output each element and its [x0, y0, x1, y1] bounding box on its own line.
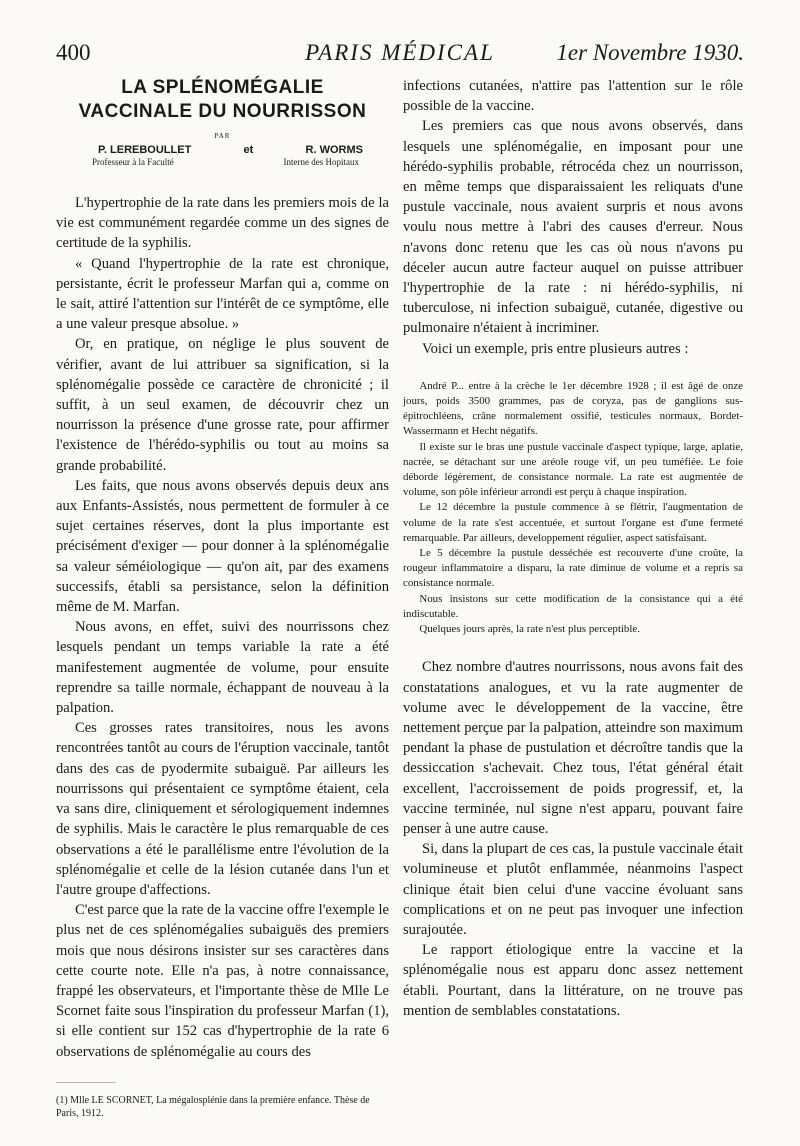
case-paragraph: Le 12 décembre la pustule commence à se flétrir, l'augmentation de volume de la rate s'est accentuée, et surtout l'organe est d'une fermeté remarquable. Par ailleurs, developpement régulier, aspect satisfaisant.: [403, 501, 743, 544]
title-line-1: LA SPLÉNOMÉGALIE: [121, 77, 324, 98]
title-line-2: VACCINALE DU NOURRISSON: [78, 101, 367, 122]
body-paragraph: Nous avons, en effet, suivi des nourrissons chez lesquels pendant un temps variable la rate a été manifestement augmentée de volume, pour ensuite reprendre sa taille normale, échappant de nouveau à la palpation.: [56, 619, 389, 717]
body-paragraph: Les premiers cas que nous avons observés, dans lesquels une splénomégalie, en imposant pour une hérédo-syphilis probable, rétrocéda chez un nourrisson, en même temps que disparaissaient les reliquats d'une pustule vaccinale, nous avaient surpris et nous avons voulu nous mettre à l'abri des causes d'erreur. Nous n'avons donc retenu que les cas où nous n'avons pu déceler aucun autre facteur auquel on puisse attribuer l'hypertrophie de la rate : ni hérédo-syphilis, ni tuberculose, ni infection subaiguë, cutanée, digestive ou pulmonaire n'étaient à incriminer.: [403, 118, 743, 337]
body-paragraph: L'hypertrophie de la rate dans les premiers mois de la vie est communément regardée comme un des signes de certitude de la syphilis.: [56, 195, 389, 252]
case-paragraph: Il existe sur le bras une pustule vaccinale d'aspect typique, large, aplatie, nacrée, se détachant sur une aréole rouge vif, un peu tuméfiée. Le foie déborde légèrement, de consistance normale. La rate est augmentée de volume, son pôle inférieur arrondi est perçu à chaque inspiration.: [403, 440, 743, 499]
right-body-text-top: [403, 76, 743, 359]
running-header: [56, 40, 744, 70]
journal-title: PARIS MÉDICAL: [305, 40, 495, 65]
authors: [56, 144, 389, 156]
body-paragraph: « Quand l'hypertrophie de la rate est chronique, persistante, écrit le professeur Marfan qui a, comme on le sait, attiré l'attention sur l'intérêt de ce symptôme, elle a une valeur presque absolue. »: [56, 255, 389, 333]
footnote-text: (1) Mlle LE SCORNET, La mégalosplénie dans la première enfance. Thèse de Paris, 1912.: [56, 1095, 370, 1119]
author-conjunction: et: [243, 144, 254, 156]
affiliations: [56, 157, 389, 167]
article-title: [56, 76, 389, 124]
author-worms: R. WORMS: [305, 144, 363, 156]
byline-par: PAR: [214, 132, 231, 140]
right-column: [403, 76, 743, 1021]
case-paragraph: Le 5 décembre la pustule desséchée est recouverte d'une croûte, la rougeur inflammatoire a disparu, la rate diminue de volume et a repris sa consistance normale.: [403, 547, 743, 590]
footnote: [56, 1094, 389, 1120]
body-paragraph: infections cutanées, n'attire pas l'attention sur le rôle possible de la vaccine.: [403, 78, 743, 115]
right-body-text-bottom: [403, 657, 743, 1021]
affiliation-2: Interne des Hopitaux: [283, 157, 359, 167]
page-number: 400: [56, 40, 91, 65]
left-column: [56, 76, 389, 1062]
body-paragraph: Ces grosses rates transitoires, nous les avons rencontrées tantôt au cours de l'éruption vaccinale, tantôt dans des cas de pyodermite subaiguë. Par ailleurs les nourrissons qui présentaient ce symptôme étaient, cela va sans dire, cliniquement et sérologiquement indemnes de syphilis. Mais le caractère le plus remarquable de ces observations a été le parallélisme entre l'évolution de la splénomégalie et celle de la lésion cutanée dans l'un et l'autre groupe d'affections.: [56, 720, 389, 898]
case-paragraph: Quelques jours après, la rate n'est plus perceptible.: [419, 623, 640, 636]
author-lereboullet: P. LEREBOULLET: [98, 144, 192, 156]
case-report: [403, 379, 743, 637]
body-paragraph: Si, dans la plupart de ces cas, la pustule vaccinale était volumineuse et plutôt enflammée, néanmoins l'aspect clinique était bien celui d'une vaccine évoluant sans complications et on ne peut pas invoquer une infection surajoutée.: [403, 841, 743, 938]
body-paragraph: Chez nombre d'autres nourrissons, nous avons fait des constatations analogues, et vu la rate augmenter de volume avec le développement de la vaccine, être nettement perçue par la palpation, atteindre son maximum pendant la phase de pustulation et décroître tandis que la dessiccation s'achevait. Chez tous, l'état général était excellent, l'accroissement de poids progressif, et, la vaccine terminée, nul signe n'est apparu, pouvant faire penser à une autre cause.: [403, 659, 743, 837]
body-paragraph: Le rapport étiologique entre la vaccine et la splénomégalie nous est apparu donc assez nettement établi. Pourtant, dans la littérature, on ne trouve pas mention de semblables constatations.: [403, 942, 743, 1019]
case-paragraph: André P... entre à la crèche le 1er décembre 1928 ; il est âgé de onze jours, poids 3500 grammes, pas de coryza, pas de ganglions sus-épitrochléens, crâne normalement ossifié, testicules normaux, Bordet-Wassermann et Hecht négatifs.: [403, 379, 743, 438]
body-paragraph: C'est parce que la rate de la vaccine offre l'exemple le plus net de ces splénomégalies subaiguës des premiers mois que nous désirons insister sur ses caractères dans cette courte note. Elle n'a pas, à notre connaissance, frappé les observateurs, et l'importante thèse de Mlle Le Scornet faite sous l'inspiration du professeur Marfan (1), si elle contient sur 152 cas d'hypertrophie de la rate 6 observations de splénomégalie au cours des: [56, 902, 389, 1060]
footnote-rule: [56, 1082, 116, 1083]
body-paragraph: Les faits, que nous avons observés depuis deux ans aux Enfants-Assistés, nous permettent de formuler à ce sujet certaines réserves, dont la plus importante est précisément d'exiger — pour donner à la splénomégalie sa valeur séméiologique — qu'on ait, par des examens successifs, établi sa persistance, selon la définition même de M. Marfan.: [56, 477, 389, 616]
body-paragraph: Or, en pratique, on néglige le plus souvent de vérifier, avant de lui attribuer sa signification, si la splénomégalie possède ce caractère de chronicité ; il suffit, à un seul examen, de découvrir chez un nourrisson la présence d'une grosse rate, pour affirmer l'existence de l'hérédo-syphilis ou tout au moins sa grande probabilité.: [56, 336, 389, 474]
case-paragraph: Nous insistons sur cette modification de la consistance qui a été indiscutable.: [403, 592, 743, 620]
body-paragraph: Voici un exemple, pris entre plusieurs autres :: [421, 340, 689, 357]
left-body-text: [56, 193, 389, 1062]
issue-date: 1er Novembre 1930.: [556, 40, 744, 65]
affiliation-1: Professeur à la Faculté: [92, 157, 174, 167]
